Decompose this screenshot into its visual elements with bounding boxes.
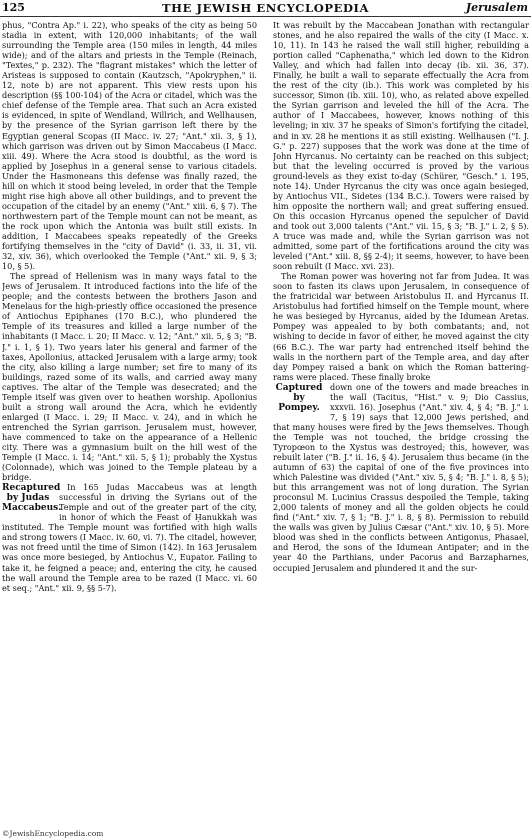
paragraph-text: In 165 Judas Maccabeus was at length successful in driving the Syrians out of the Temple and out of the greater part of the city, in honor of which the Feast of Ḥanukkah was instituted. The Temple mount was fortified with high walls and strong towers (I Macc. iv. 60, vi. 7). The citadel, however, was not freed until the time of Simon (142). In 163 Jerusalem was once more besieged, by Antiochus V., Eupator. Failing to take it, he feigned a peace; and, entering the city, he caused the wall around the Temple area to be razed (I Macc. vi. 60 et seq.; "Ant." xii. 9, §§ 5-7). <box>2 482 257 593</box>
copyright-footer[interactable]: ©JewishEncyclopedia.com <box>2 829 104 838</box>
left-column <box>2 20 257 828</box>
paragraph: It was rebuilt by the Maccabean Jonathan with rectangular stones, and he also repaired the walls of the city (I Macc. x. 10, 11). In 143 he raised the wall still higher, rebuilding a portion called "Caphenatha," which led down to the Kidron Valley, and which had fallen into decay (ib. xii. 36, 37). Finally, he built a wall to separate effectually the Acra from the rest of the city (ib.). This work was completed by his successor, Simon (ib. xiii. 10), who, as related above expelled the Syrian garrison and leveled the hill of the Acra. The author of I Maccabees, however, knows nothing of this leveling; in xiv. 37 he speaks of Simon's fortifying the citadel, and in xv. 28 he mentions it as still existing. Wellhausen ("I. J. G." p. 227) supposes that the work was done at the time of John Hyrcanus. No certainty can be reached on this subject; but that the leveling occurred is proved by the various ground-levels as they exist to-day (Schürer, "Gesch." i. 195, note 14). Under Hyrcanus the city was once again besieged, by Antiochus VII., Sidetes (134 B.C.). Towers were raised by him opposite the northern wall; and great suffering ensued. On this occasion Hyrcanus opened the sepulcher of David and took out 3,000 talents ("Ant." vii. 15, § 3; "B. J." i. 2, § 5). A truce was made and, while the Syrian garrison was not admitted, some part of the fortifications around the city was leveled ("Ant." xiii. 8, §§ 2-4); it seems, however, to have been soon rebuilt (I Macc. xvi. 23). <box>273 20 529 272</box>
paragraph-text: down one of the towers and made breaches in the wall (Tacitus, "Hist." v. 9; Dio Cassius, xxxvii. 16). Josephus ("Ant." xiv. 4, § 4; "B. J." i. 7, § 19) says that 12,000 Jews perished, and that many houses were fired by the Jews themselves. Though the Temple was not touched, the bridge crossing the Tyropœon to the Xystus was destroyed; this, however, was rebuilt later ("B. J." ii. 16, § 4). Jerusalem thus became (in the autumn of 63) the capital of one of the five provinces into which Palestine was divided ("Ant." xiv. 5, § 4; "B. J." i. 8, § 5); but this arrangement was not of long duration. The Syrian proconsul M. Lucinius Crassus despoiled the Temple, taking 2,000 talents of money and all the golden objects he could find ("Ant." xiv. 7, § 1; "B. J." i. 8, § 8). Permission to rebuild the walls was given by Julius Cæsar ("Ant." xiv. 10, § 5). More blood was shed in the conflicts between Antigonus, Phasael, and Herod, the sons of the Idumean Antipater; and in the year 40 the Parthians, under Pacorus and Barzapharnes, occupied Jerusalem and plundered it and the sur- <box>273 381 529 573</box>
paragraph: The Roman power was hovering not far from Judea. It was soon to fasten its claws upon Jerusalem, in consequence of the fratricidal war between Aristobulus II. and Hyrcanus II. Aristobulus had fortified himself on the Temple mount, where he was besieged by Hyrcanus, aided by the Idumean Aretas. Pompey was appealed to by both combatants; and, not wishing to decide in favor of either, he moved against the city (66 B.C.). The war party had entrenched itself behind the walls in the northern part of the Temple area, and day after day Pompey raised a bank on which the Roman battering-rams were placed. These finally broke <box>273 271 529 382</box>
sidenote-captured: Captured by Pompey. <box>275 382 323 413</box>
section-title: Jerusalem <box>465 1 528 14</box>
header-rule <box>0 16 531 17</box>
running-title: THE JEWISH ENCYCLOPEDIA <box>161 1 370 15</box>
right-column <box>273 20 529 828</box>
page-header <box>0 0 531 20</box>
sidenote-recaptured: Recaptured by Judas Maccabeus. <box>2 483 62 514</box>
paragraph: The spread of Hellenism was in many ways fatal to the Jews of Jerusalem. It introduced factions into the life of the people; and the contests between the brothers Jason and Menelaus for the high-priestly office occasioned the presence of Antiochus Epiphanes (170 B.C.), who plundered the Temple of its treasures and killed a large number of the inhabitants (I Macc. i. 20; II Macc. v. 12; "Ant." xii. 5, § 3; "B. J." i. 1, § 1). Two years later his general and farmer of the taxes, Apollonius, attacked Jerusalem with a large army; took the city, also killing a large number; set fire to many of its buildings, razed some of its walls, and carried away many captives. The altar of the Temple was desecrated; and the Temple itself was given over to heathen worship. Apollonius built a strong wall around the Acra, which he evidently enlarged (I Macc. i. 29; II Macc. v. 24), and in which he entrenched the Syrian garrison. Jerusalem must, however, have commenced to take on the appearance of a Hellenic city. There was a gymnasium built on the hill west of the Temple (I Macc. i. 14; "Ant." xii. 5, § 1); probably the Xystus (Colonnade), which was joined to the Temple plateau by a bridge. <box>2 271 257 483</box>
paragraph: phus, "Contra Ap." i. 22), who speaks of the city as being 50 stadia in extent, with 120,000 inhabitants; of the wall surrounding the Temple area (150 miles in length, 44 miles wide); and of the altars and priests in the Temple (Reinach, "Textes," p. 232). The "flagrant mistakes" which the letter of Aristeas is supposed to contain (Kautzsch, "Apokryphen," ii. 12, note b) are not apparent. This view rests upon his description (§§ 100-104) of the Acra or citadel, which was the chief defense of the Temple area. That such an Acra existed is evidenced, in spite of Wendland, Willrich, and Wellhausen, by the presence of the Syrian garrison left there by the Egyptian general Scopas (II Macc. iv. 27; "Ant." xii. 3, § 1), which garrison was driven out by Simon Maccabeus (I Macc. xiii. 49). Where the Acra stood is doubtful, as the word is applied by Josephus in a general sense to various citadels. Under the Hasmoneans this defense was finally razed, the hill on which it stood being leveled, in order that the Temple might rise high above all other buildings, and to prevent the occupation of the citadel by an enemy ("Ant." xiii. 6, § 7). The northwestern part of the Temple mount can not be meant, as the rock upon which the Antonia was built still exists. In addition, I Maccabees speaks repeatedly of the Greeks fortifying themselves in the "city of David" (i. 33, ii. 31, vii. 32, xiv. 36), which overlooked the Temple ("Ant." xii. 9, § 3; 10, § 5). <box>2 20 257 272</box>
page-number: 125 <box>2 1 25 14</box>
paragraph <box>273 382 529 573</box>
paragraph <box>2 482 257 593</box>
